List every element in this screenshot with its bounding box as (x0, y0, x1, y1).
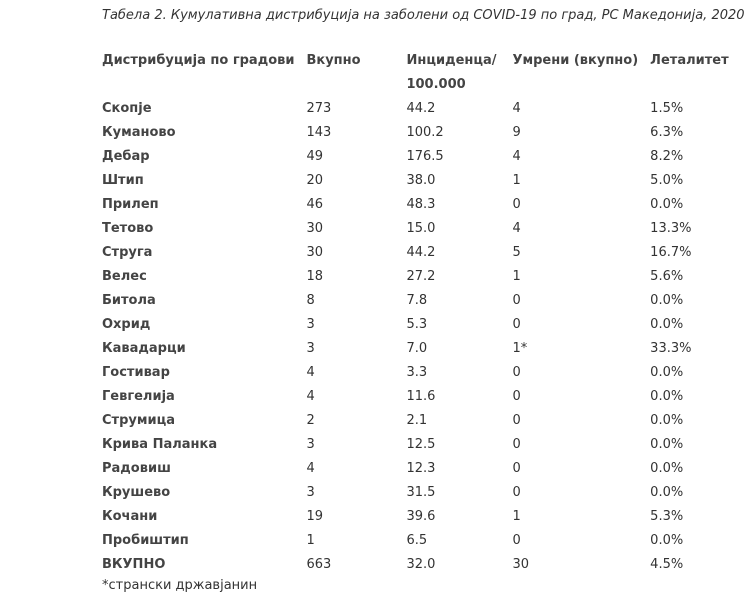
total-cell: 18 (306, 269, 324, 284)
incidence-cell: 2.1 (406, 413, 428, 428)
lethality-cell: 0.0% (650, 533, 684, 548)
table-row (96, 169, 736, 193)
table-row (96, 553, 736, 577)
table-row (96, 457, 736, 481)
lethality-cell: 0.0% (650, 389, 684, 404)
table-row (96, 481, 736, 505)
total-cell: 30 (306, 221, 324, 236)
total-cell: 19 (306, 509, 324, 524)
covid-city-table (96, 49, 736, 577)
table-row (96, 529, 736, 553)
deaths-cell: 9 (512, 125, 521, 140)
city-cell: Радовиш (102, 461, 171, 476)
total-cell: 2 (306, 413, 315, 428)
table-row (96, 505, 736, 529)
table-row (96, 361, 736, 385)
table-row (96, 409, 736, 433)
deaths-cell: 0 (512, 437, 521, 452)
city-cell: Гостивар (102, 365, 170, 380)
table-row (96, 313, 736, 337)
incidence-cell: 5.3 (406, 317, 428, 332)
city-cell: Скопје (102, 101, 152, 116)
deaths-cell: 1* (512, 341, 528, 356)
deaths-cell: 0 (512, 533, 521, 548)
deaths-cell: 1 (512, 173, 521, 188)
deaths-cell: 1 (512, 509, 521, 524)
table-row (96, 433, 736, 457)
incidence-cell: 27.2 (406, 269, 436, 284)
city-cell: Куманово (102, 125, 176, 140)
lethality-cell: 5.3% (650, 509, 684, 524)
lethality-cell: 0.0% (650, 197, 684, 212)
lethality-cell: 6.3% (650, 125, 684, 140)
deaths-cell: 4 (512, 101, 521, 116)
table-row (96, 145, 736, 169)
deaths-cell: 0 (512, 461, 521, 476)
incidence-cell: 176.5 (406, 149, 444, 164)
lethality-cell: 0.0% (650, 485, 684, 500)
total-cell: 20 (306, 173, 324, 188)
incidence-cell: 15.0 (406, 221, 436, 236)
header-row (96, 49, 736, 97)
total-cell: 3 (306, 341, 315, 356)
incidence-cell: 3.3 (406, 365, 428, 380)
table-row (96, 217, 736, 241)
city-cell: Струмица (102, 413, 175, 428)
city-cell: Кавадарци (102, 341, 186, 356)
deaths-cell: 1 (512, 269, 521, 284)
incidence-cell: 44.2 (406, 101, 436, 116)
city-cell: Кочани (102, 509, 158, 524)
lethality-cell: 4.5% (650, 557, 684, 572)
total-cell: 1 (306, 533, 315, 548)
table-caption: Табела 2. Кумулативна дистрибуција на заболени од COVID-19 по град, РС Македонија, 2020 (102, 8, 745, 23)
city-cell: Штип (102, 173, 144, 188)
header-total: Вкупно (306, 53, 361, 68)
incidence-cell: 48.3 (406, 197, 436, 212)
total-cell: 46 (306, 197, 324, 212)
lethality-cell: 0.0% (650, 413, 684, 428)
total-cell: 49 (306, 149, 324, 164)
city-cell: Гевгелија (102, 389, 175, 404)
deaths-cell: 30 (512, 557, 530, 572)
lethality-cell: 0.0% (650, 437, 684, 452)
table-row (96, 289, 736, 313)
lethality-cell: 16.7% (650, 245, 692, 260)
incidence-cell: 12.5 (406, 437, 436, 452)
lethality-cell: 0.0% (650, 461, 684, 476)
incidence-cell: 31.5 (406, 485, 436, 500)
lethality-cell: 8.2% (650, 149, 684, 164)
total-cell: 143 (306, 125, 332, 140)
table-row (96, 193, 736, 217)
table-row (96, 241, 736, 265)
total-cell: 3 (306, 485, 315, 500)
incidence-cell: 38.0 (406, 173, 436, 188)
city-cell: Тетово (102, 221, 154, 236)
city-cell: Битола (102, 293, 156, 308)
header-city: Дистрибуција по градови (102, 53, 295, 68)
deaths-cell: 0 (512, 485, 521, 500)
incidence-cell: 100.2 (406, 125, 444, 140)
header-deaths: Умрени (вкупно) (512, 53, 639, 68)
city-cell: Дебар (102, 149, 150, 164)
footnote: *странски државјанин (102, 578, 258, 593)
total-cell: 3 (306, 437, 315, 452)
header-incidence-line1: Инциденца/ (406, 53, 497, 68)
city-cell: Крива Паланка (102, 437, 218, 452)
deaths-cell: 0 (512, 389, 521, 404)
incidence-cell: 7.0 (406, 341, 428, 356)
incidence-cell: 32.0 (406, 557, 436, 572)
incidence-cell: 7.8 (406, 293, 428, 308)
city-cell: Струга (102, 245, 153, 260)
table-row (96, 121, 736, 145)
total-cell: 4 (306, 461, 315, 476)
table-row (96, 385, 736, 409)
deaths-cell: 0 (512, 197, 521, 212)
city-cell: ВКУПНО (102, 557, 166, 572)
deaths-cell: 4 (512, 149, 521, 164)
total-cell: 273 (306, 101, 332, 116)
table-header (96, 49, 736, 97)
total-cell: 4 (306, 365, 315, 380)
incidence-cell: 11.6 (406, 389, 436, 404)
incidence-cell: 12.3 (406, 461, 436, 476)
lethality-cell: 5.6% (650, 269, 684, 284)
lethality-cell: 13.3% (650, 221, 692, 236)
header-lethality: Леталитет (650, 53, 729, 68)
lethality-cell: 1.5% (650, 101, 684, 116)
table-body (96, 97, 736, 577)
total-cell: 4 (306, 389, 315, 404)
deaths-cell: 0 (512, 293, 521, 308)
lethality-cell: 0.0% (650, 317, 684, 332)
incidence-cell: 44.2 (406, 245, 436, 260)
table-row (96, 337, 736, 361)
deaths-cell: 5 (512, 245, 521, 260)
deaths-cell: 4 (512, 221, 521, 236)
incidence-cell: 6.5 (406, 533, 428, 548)
city-cell: Охрид (102, 317, 151, 332)
city-cell: Пробиштип (102, 533, 189, 548)
city-cell: Велес (102, 269, 147, 284)
total-cell: 663 (306, 557, 332, 572)
city-cell: Прилеп (102, 197, 159, 212)
lethality-cell: 5.0% (650, 173, 684, 188)
table-row (96, 265, 736, 289)
total-cell: 3 (306, 317, 315, 332)
header-incidence (400, 49, 506, 97)
table-row (96, 97, 736, 121)
city-cell: Крушево (102, 485, 171, 500)
total-cell: 8 (306, 293, 315, 308)
deaths-cell: 0 (512, 365, 521, 380)
header-incidence-line2: 100.000 (406, 77, 466, 92)
lethality-cell: 0.0% (650, 293, 684, 308)
incidence-cell: 39.6 (406, 509, 436, 524)
deaths-cell: 0 (512, 317, 521, 332)
total-cell: 30 (306, 245, 324, 260)
lethality-cell: 33.3% (650, 341, 692, 356)
lethality-cell: 0.0% (650, 365, 684, 380)
deaths-cell: 0 (512, 413, 521, 428)
